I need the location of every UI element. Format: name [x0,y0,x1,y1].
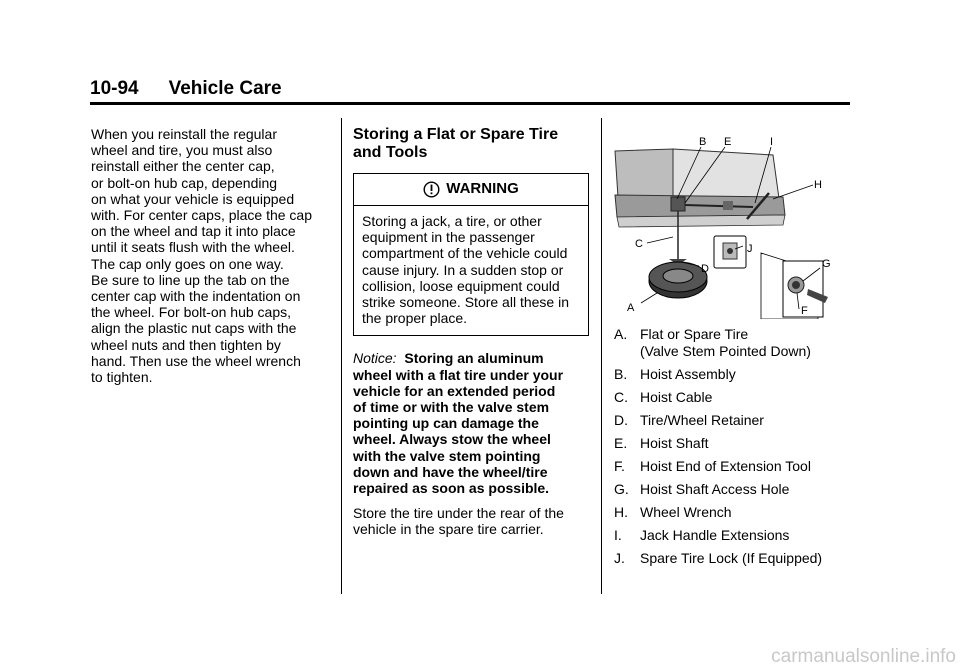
legend-key: A. [614,326,628,342]
legend-text: Wheel Wrench [640,503,732,520]
column-divider-1 [341,118,342,594]
legend-key: I. [614,526,622,543]
legend-text: Hoist End of Extension Tool [640,457,811,474]
spare-tire-diagram [613,133,843,319]
column-1 [91,126,331,385]
legend-item [614,412,860,429]
legend-key: C. [614,388,628,405]
warning-box [353,173,589,336]
page-header [90,78,850,100]
legend-key: D. [614,411,628,428]
legend-item [614,366,860,383]
store-tire-paragraph: Store the tire under the rear of the vehicle in the spare tire carrier. [353,505,564,538]
legend-key: H. [614,503,628,520]
legend-item [614,504,860,521]
legend-item [614,389,860,406]
fig-label-a: A [627,302,635,314]
fig-label-f: F [801,305,808,317]
notice-text: Storing an aluminum wheel with a flat tire under your vehicle for an extended period of time or with the valve stem pointing up can damage the wheel. Always stow the wheel with the valve stem pointing down and have the wheel/tire repaired as soon as possible. [353,350,564,497]
legend-item [614,550,860,567]
warning-icon [423,181,440,198]
legend-item [614,481,860,498]
column-divider-2 [601,118,602,594]
legend-text: Tire/Wheel Retainer [640,411,764,428]
legend-item [614,527,860,544]
legend-item [614,326,860,359]
fig-label-j: J [747,243,753,255]
fig-label-h: H [814,179,822,191]
section-heading: Storing a Flat or Spare Tire and Tools [353,126,559,161]
fig-label-b: B [699,136,707,148]
figure-legend [614,326,860,573]
legend-text: Flat or Spare Tire (Valve Stem Pointed Down) [640,326,811,359]
legend-text: Hoist Assembly [640,365,736,382]
legend-key: J. [614,549,625,566]
fig-label-g: G [822,258,831,270]
column-2 [353,126,591,552]
warning-header [354,174,588,206]
reinstall-paragraph: When you reinstall the regular wheel and tire, you must also reinstall either the center cap, or bolt-on hub cap, depending on what your vehicle is equipped with. For center caps, place the cap on the wheel and tap it into place until it seats flush with the wheel. The cap only goes on one way. Be sure to line up the tab on the center cap with the indentation on the wheel. For bolt-on hub caps, align the plastic nut caps with the wheel nuts and then tighten by hand. Then use the wheel wrench to tighten. [91,126,312,386]
legend-text: Jack Handle Extensions [640,526,790,543]
header-rule [90,102,850,105]
warning-title: WARNING [446,180,519,198]
legend-text: Hoist Shaft [640,434,709,451]
notice [353,350,591,496]
fig-label-e: E [724,136,732,148]
legend-text: Hoist Shaft Access Hole [640,480,790,497]
legend-text: Spare Tire Lock (If Equipped) [640,549,823,566]
legend-key: E. [614,434,628,451]
section-title: Vehicle Care [168,78,282,99]
legend-text: Hoist Cable [640,388,713,405]
notice-label: Notice: [353,350,397,367]
watermark: carmanualsonline.info [771,646,956,667]
fig-label-d: D [701,263,709,275]
page-number: 10-94 [90,78,139,99]
legend-item [614,458,860,475]
warning-text: Storing a jack, a tire, or other equipment in the passenger compartment of the vehicle could cause injury. In a sudden stop or collision, loose equipment could strike someone. Store all these in the proper place. [362,213,569,327]
legend-key: G. [614,480,629,497]
fig-label-c: C [635,238,643,250]
legend-key: B. [614,365,628,382]
legend-item [614,435,860,452]
legend-key: F. [614,457,625,474]
fig-label-i: I [770,136,774,148]
